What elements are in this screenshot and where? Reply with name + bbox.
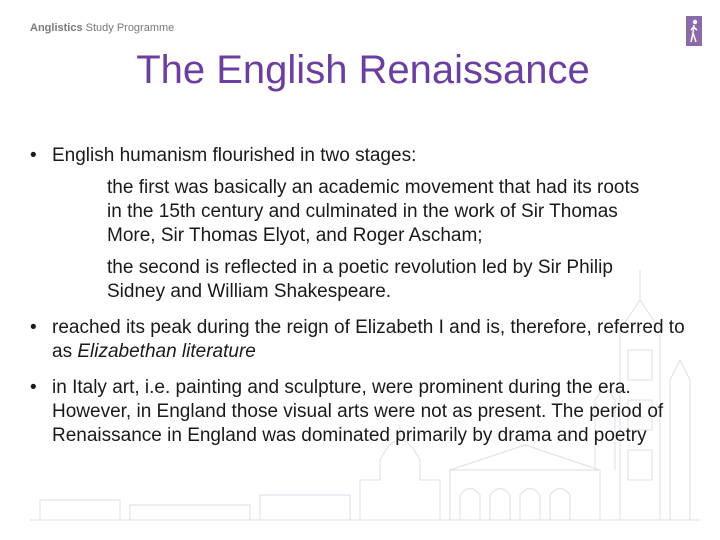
bullet-item (30, 376, 690, 448)
bullet-text: in Italy art, i.e. painting and sculpture, were prominent during the era. However, in England those visual arts were not as present. The period of Renaissance in England was dominated primarily by drama and poetry (52, 377, 664, 446)
bullet-item (30, 316, 690, 364)
programme-name-rest: Study Programme (82, 22, 175, 34)
slide-body (30, 144, 690, 460)
sub-paragraph: the second is reflected in a poetic revolution led by Sir Philip Sidney and William Shakespeare. (107, 257, 613, 302)
programme-name-bold: Anglistics (30, 22, 83, 34)
bullet-dot: • (30, 145, 37, 166)
walking-figure-logo-icon (686, 16, 702, 46)
bullet-dot: • (30, 377, 37, 398)
programme-header (30, 22, 174, 34)
sub-paragraph: the first was basically an academic movement that had its roots in the 15th century and culminated in the work of Sir Thomas More, Sir Thomas Elyot, and Roger Ascham; (107, 177, 640, 246)
bullet-italic-text: Elizabethan literature (77, 341, 256, 362)
slide-title: The English Renaissance (136, 48, 590, 92)
bullet-dot: • (30, 317, 37, 338)
bullet-text: reached its peak during the reign of Elizabeth I and is, therefore, referred to as (52, 317, 685, 362)
bullet-text: English humanism flourished in two stages: (52, 145, 417, 166)
bullet-item (30, 144, 690, 168)
